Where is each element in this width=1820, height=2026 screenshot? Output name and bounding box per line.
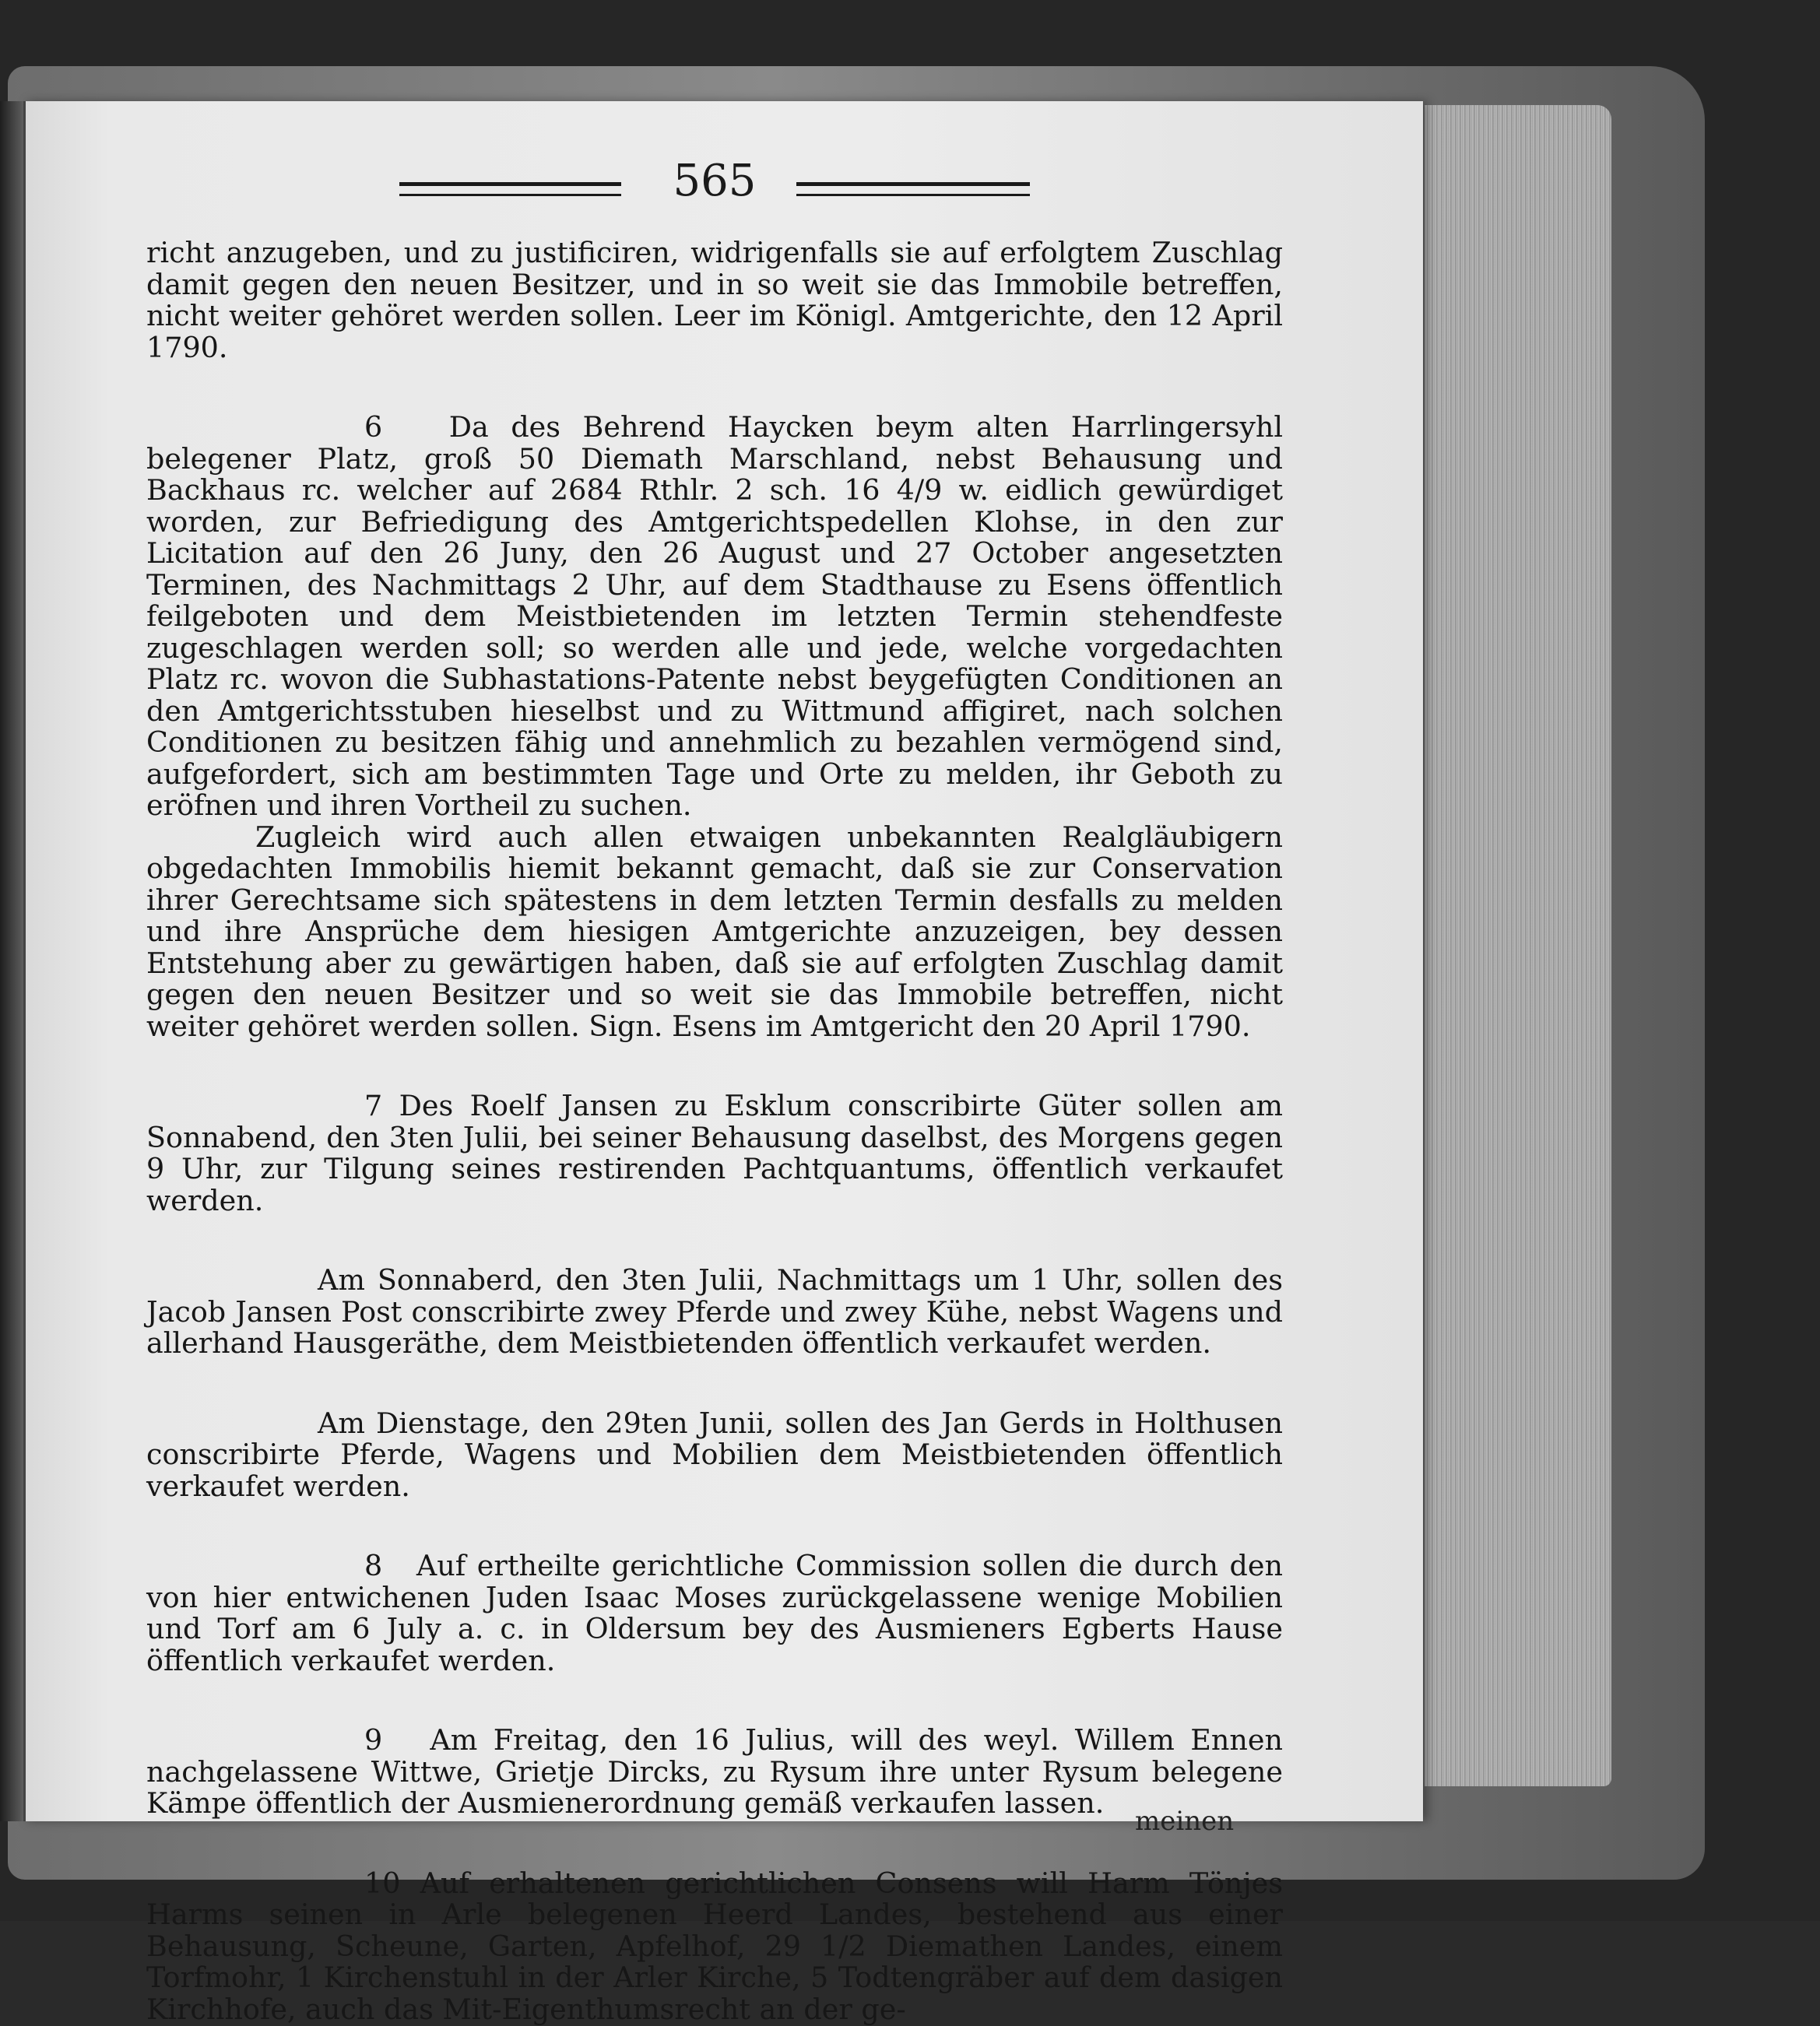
paragraph-text: richt anzugeben, und zu justificiren, widrigenfalls sie auf erfolgtem Zuschlag damit gegen den neuen Besitzer, und in so weit sie das Immobile betreffen, nicht weiter gehöret werden sollen. Leer im Königl. Amtgerichte, den 12 April 1790. — [146, 236, 1283, 364]
notice-7-jansen — [146, 1265, 1283, 1360]
notice-6-addendum — [146, 822, 1283, 1043]
notice-number: 6 — [364, 410, 383, 444]
paragraph-text: Zugleich wird auch allen etwaigen unbekannten Realgläubigern obgedachten Immobilis hiemit bekannt gemacht, daß sie zur Conservation ihrer Gerechtsame sich spätestens in dem letzten Termin desfalls zu melden und ihre Ansprüche dem hiesigen Amtgerichte anzuzeigen, bey dessen Entstehung aber zu gewärtigen haben, daß sie auf erfolgten Zuschlag damit gegen den neuen Besitzer und so weit sie das Immobile betreffen, nicht weiter gehöret werden sollen. Sign. Esens im Amtgericht den 20 April 1790. — [146, 820, 1283, 1043]
paragraph-text: Am Dienstage, den 29ten Junii, sollen des Jan Gerds in Holthusen conscribirte Pferde, Wagens und Mobilien dem Meistbietenden öffentlich verkaufet werden. — [146, 1406, 1283, 1503]
notice-9 — [146, 1725, 1283, 1820]
page-number: 565 — [673, 156, 757, 206]
notice-10 — [146, 1868, 1283, 2026]
paragraph-text: Des Roelf Jansen zu Esklum conscribirte Güter sollen am Sonnabend, den 3ten Julii, bei seiner Behausung daselbst, des Morgens gegen 9 Uhr, zur Tilgung seines restirenden Pachtquantums, öffentlich verkaufet werden. — [146, 1089, 1283, 1217]
header-rule-left — [399, 182, 621, 196]
notice-6 — [146, 412, 1283, 822]
paragraph-text: Am Sonnaberd, den 3ten Julii, Nachmittags um 1 Uhr, sollen des Jacob Jansen Post conscribirte zwey Pferde und zwey Kühe, nebst Wagens und allerhand Hausgeräthe, dem Meistbietenden öffentlich verkaufet werden. — [146, 1263, 1283, 1360]
section-gap — [146, 1502, 1283, 1550]
catchword: meinen — [1135, 1806, 1235, 1837]
section-gap — [146, 1677, 1283, 1725]
notice-7 — [146, 1090, 1283, 1217]
book-page — [23, 101, 1423, 2026]
notice-number: 10 — [364, 1866, 401, 1900]
section-gap — [146, 1820, 1283, 1868]
notice-number: 7 — [364, 1089, 383, 1122]
paragraph-text: Am Freitag, den 16 Julius, will des weyl. Willem Ennen nachgelassene Wittwe, Grietje Dircks, zu Rysum ihre unter Rysum belegene Kämpe öffentlich der Ausmienerordnung gemäß verkaufen lassen. — [146, 1723, 1284, 1820]
paragraph-text: Auf ertheilte gerichtliche Commission sollen die durch den von hier entwichenen Juden Isaac Moses zurückgelassene wenige Mobilien und Torf am 6 July a. c. in Oldersum bey des Ausmieners Egberts Hause öffentlich verkaufet werden. — [146, 1549, 1283, 1677]
section-gap — [146, 1360, 1283, 1408]
section-gap — [146, 363, 1283, 412]
header-rule-right — [796, 182, 1030, 196]
paragraph-continuation — [146, 237, 1283, 363]
paragraph-text: Auf erhaltenen gerichtlichen Consens will Harm Tönjes Harms seinen in Arle belegenen Heerd Landes, bestehend aus einer Behausung, Scheune, Garten, Apfelhof, 29 1/2 Diemathen Landes, einem Torfmohr, 1 Kirchenstuhl in der Arler Kirche, 5 Todtengräber auf dem dasigen Kirchhofe, auch das Mit-Eigenthumsrecht an der ge- — [146, 1866, 1284, 2026]
notice-7-gerds — [146, 1408, 1283, 1503]
page-stack-edges — [1425, 105, 1611, 1786]
page-body — [146, 237, 1283, 2025]
section-gap — [146, 1042, 1283, 1090]
notice-number: 9 — [364, 1723, 383, 1757]
notice-number: 8 — [364, 1549, 383, 1582]
paragraph-text: Da des Behrend Haycken beym alten Harrlingersyhl belegener Platz, groß 50 Diemath Marschland, nebst Behausung und Backhaus rc. welcher auf 2684 Rthlr. 2 sch. 16 4/9 w. eidlich gewürdiget worden, zur Befriedigung des Amtgerichtspedellen Klohse, in den zur Licitation auf den 26 Juny, den 26 August und 27 October angesetzten Terminen, des Nachmittags 2 Uhr, auf dem Stadthause zu Esens öffentlich feilgeboten und dem Meistbietenden im letzten Termin stehendfeste zugeschlagen werden soll; so werden alle und jede, welche vorgedachten Platz rc. wovon die Subhastations-Patente nebst beygefügten Conditionen an den Amtgerichtsstuben hieselbst und zu Wittmund affigiret, nach solchen Conditionen zu besitzen fähig und annehmlich zu bezahlen vermögend sind, aufgefordert, sich am bestimmten Tage und Orte zu melden, ihr Geboth zu eröfnen und ihren Vortheil zu suchen. — [146, 410, 1284, 822]
page-header — [399, 156, 1030, 206]
section-gap — [146, 1217, 1283, 1265]
notice-8 — [146, 1550, 1283, 1677]
